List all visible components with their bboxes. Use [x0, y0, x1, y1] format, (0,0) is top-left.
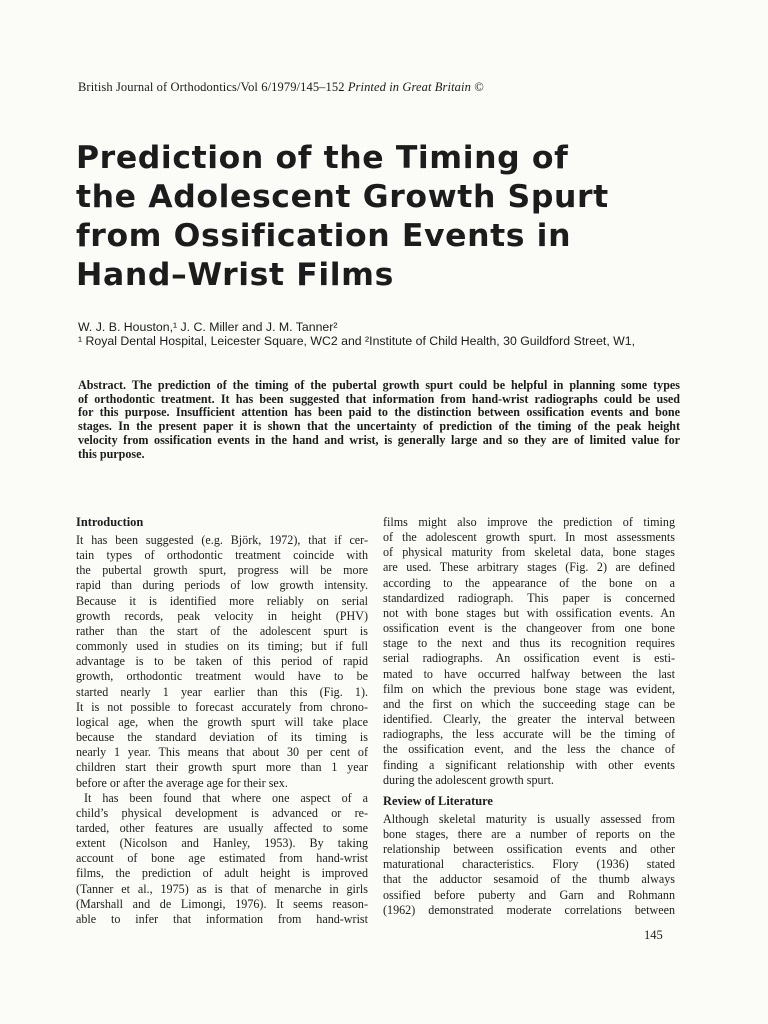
- text-line: of the adolescent growth spurt. In most assessments: [383, 530, 675, 545]
- intro-paragraph-2: [76, 791, 368, 927]
- text-line: before or after the average age for their sex.: [76, 775, 288, 790]
- text-line: Because it is identified more reliably on serial: [76, 593, 368, 608]
- text-line: ossified before puberty and Garn and Rohmann: [383, 887, 675, 902]
- text-line: the pubertal growth spurt, progress will be more: [76, 563, 368, 578]
- title-line: Prediction of the Timing of: [76, 140, 569, 176]
- text-line: advantage is to be taken of this period of rapid: [76, 654, 368, 669]
- text-line: standardized radiograph. This paper is concerned: [383, 590, 675, 605]
- text-line: according to the appearance of the bone on a: [383, 575, 675, 590]
- text-line: finding a significant relationship with other events: [383, 757, 675, 772]
- text-line: able to infer that information from hand-wrist: [76, 911, 368, 926]
- journal-citation: [78, 80, 484, 95]
- journal-info: British Journal of Orthodontics/Vol 6/1979/145–152: [78, 80, 345, 94]
- text-line: identified. Clearly, the greater the interval between: [383, 712, 675, 727]
- author-names: W. J. B. Houston,¹ J. C. Miller and J. M. Tanner²: [78, 320, 338, 334]
- text-line: films, the prediction of adult height is improved: [76, 866, 368, 881]
- text-line: extent (Nicolson and Hanley, 1953). By taking: [76, 836, 368, 851]
- section-heading-review: Review of Literature: [383, 793, 493, 808]
- text-line: commonly used in studies on its timing; but if full: [76, 639, 368, 654]
- title-line: Hand–Wrist Films: [76, 257, 394, 293]
- text-line: mated to have occurred halfway between the last: [383, 666, 675, 681]
- left-column: [76, 515, 368, 927]
- text-line: nearly 1 year. This means that about 30 per cent of: [76, 745, 368, 760]
- text-line: that the adductor sesamoid of the thumb always: [383, 872, 675, 887]
- abstract-line: Abstract. The prediction of the timing of the pubertal growth spurt could be helpful in planning some types: [78, 378, 680, 392]
- text-line: bone stages, there are a number of reports on the: [383, 826, 675, 841]
- text-line: (Tanner et al., 1975) as is that of menarche in girls: [76, 881, 368, 896]
- page-number: 145: [644, 928, 663, 942]
- text-line: ossification event is the changeover from one bone: [383, 621, 675, 636]
- text-line: It has been found that where one aspect of a: [84, 790, 368, 805]
- text-line: logical age, when the growth spurt will take place: [76, 714, 368, 729]
- text-line: not with bone stages but with ossification events. An: [383, 605, 675, 620]
- text-line: (Marshall and de Limongi, 1976). It seems reason-: [76, 896, 368, 911]
- abstract-line: stages. In the present paper it is shown that the uncertainty of prediction of the timing of the peak height: [78, 419, 680, 434]
- text-line: stage to the next and thus its recognition requires: [383, 636, 675, 651]
- text-line: because the standard deviation of its timing is: [76, 730, 368, 745]
- text-line: started nearly 1 year earlier than this (Fig. 1).: [76, 684, 368, 699]
- text-line: serial radiographs. An ossification event is esti-: [383, 651, 675, 666]
- abstract-line: velocity from ossification events in the hand and wrist, is generally large and so they are of limited value for: [78, 432, 680, 447]
- abstract-line: this purpose.: [78, 446, 145, 461]
- text-line: tain types of orthodontic treatment coincide with: [76, 548, 368, 563]
- text-line: radiographs, the less accurate will be the timing of: [383, 727, 675, 742]
- abstract-line: of orthodontic treatment. It has been suggested that information from hand-wrist radiographs could be used: [78, 391, 680, 406]
- text-line: growth records, peak velocity in height (PHV): [76, 608, 368, 623]
- printed-note: Printed in Great Britain ©: [347, 80, 484, 94]
- text-line: maturational characteristics. Flory (1936) stated: [383, 857, 675, 872]
- text-line: It is not possible to forecast accurately from chrono-: [76, 699, 368, 714]
- text-line: child’s physical development is advanced or re-: [76, 805, 368, 820]
- abstract: [78, 379, 680, 461]
- text-line: rapid than during periods of low growth intensity.: [76, 578, 368, 593]
- text-line: film on which the previous bone stage was evident,: [383, 681, 675, 696]
- intro-paragraph-3: [383, 515, 675, 788]
- text-line: and the first on which the succeeding stage can be: [383, 696, 675, 711]
- text-line: films might also improve the prediction of timing: [383, 515, 675, 529]
- text-line: growth, orthodontic treatment would have to be: [76, 669, 368, 684]
- section-heading-introduction: Introduction: [76, 515, 144, 529]
- intro-paragraph-1: [76, 533, 368, 791]
- text-line: account of bone age estimated from hand-wrist: [76, 851, 368, 866]
- title-line: the Adolescent Growth Spurt: [76, 179, 609, 215]
- text-line: of physical maturity from skeletal data, bone stages: [383, 545, 675, 560]
- author-affiliations: ¹ Royal Dental Hospital, Leicester Square, WC2 and ²Institute of Child Health, 30 Guildford Street, W1,: [78, 334, 636, 348]
- text-line: rather than the start of the adolescent spurt is: [76, 623, 368, 638]
- text-line: relationship between ossification events and other: [383, 842, 675, 857]
- author-block: [78, 320, 698, 348]
- text-line: tarded, other features are usually affected to some: [76, 820, 368, 835]
- text-line: are used. These arbitrary stages (Fig. 2) are defined: [383, 560, 675, 575]
- text-line: (1962) demonstrated moderate correlations between: [383, 902, 675, 917]
- text-line: Although skeletal maturity is usually assessed from: [383, 811, 675, 826]
- article-title: [76, 139, 696, 295]
- text-line: during the adolescent growth spurt.: [383, 772, 554, 787]
- right-column: [383, 515, 675, 918]
- review-paragraph-1: [383, 812, 675, 918]
- title-line: from Ossification Events in: [76, 218, 572, 254]
- abstract-line: for this purpose. Insufficient attention has been paid to the distinction between ossification events and bone: [78, 405, 680, 420]
- text-line: children start their growth spurt more than 1 year: [76, 760, 368, 775]
- text-line: It has been suggested (e.g. Björk, 1972), that if cer-: [76, 533, 368, 547]
- text-line: the ossification event, and the less the chance of: [383, 742, 675, 757]
